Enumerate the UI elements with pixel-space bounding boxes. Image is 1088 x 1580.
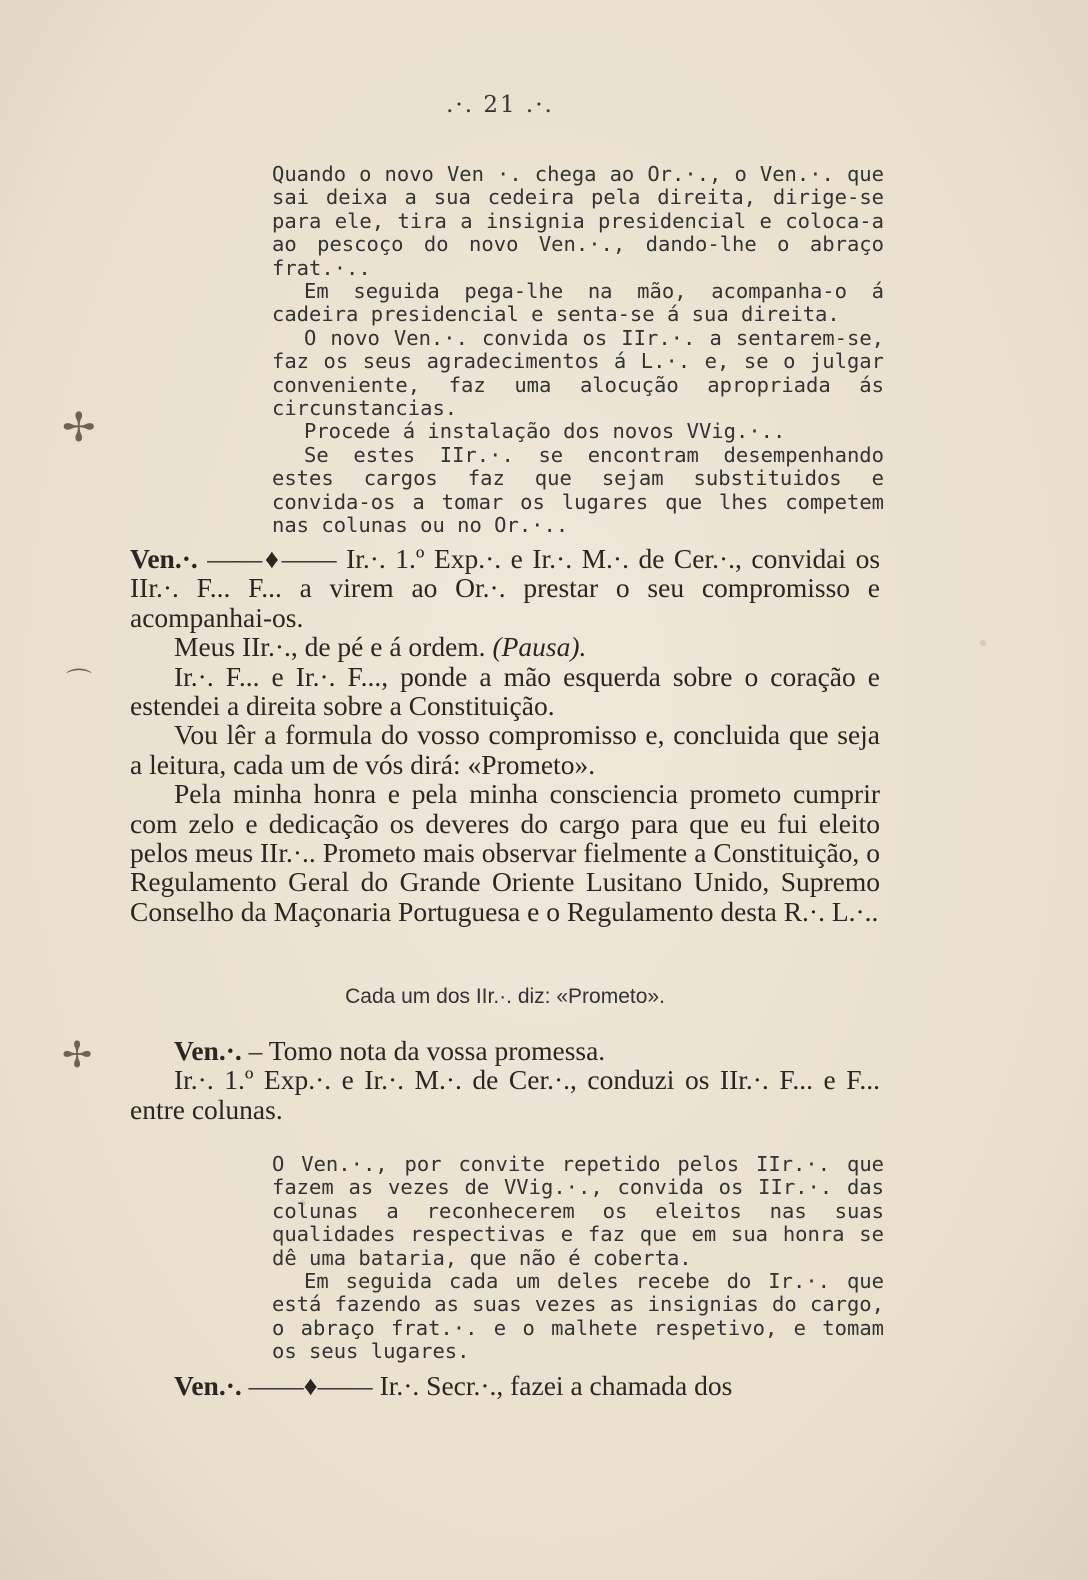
- speech-line: Vou lêr a formula do vosso compromisso e, concluida que seja a leitura, cada um de vós dirá: «Prometo».: [130, 719, 880, 780]
- speech-line: Ir.·. 1.º Exp.·. e Ir.·. M.·. de Cer.·., conduzi os IIr.·. F... e F... entre colunas.: [130, 1064, 880, 1125]
- paragraph: Procede á instalação dos novos VVig.·..: [304, 419, 786, 444]
- ornament-dash: ——♦——: [248, 1370, 373, 1401]
- speech-block-1: [130, 544, 880, 926]
- speaker-label: Ven.·.: [174, 1035, 242, 1066]
- margin-pencil-mark-1: ✢: [62, 405, 96, 451]
- pause-note: (Pausa).: [492, 631, 587, 663]
- speech-block-2: [130, 1036, 880, 1124]
- stage-direction-1: [272, 163, 884, 538]
- speech-line: [130, 1036, 880, 1065]
- speech-line: [130, 1371, 880, 1400]
- margin-pencil-mark-2: ⌒: [66, 668, 93, 698]
- ornament-dash: ——♦——: [207, 543, 337, 574]
- speech-text: Ir.·. Secr.·., fazei a chamada dos: [379, 1370, 733, 1401]
- paragraph: Se estes IIr.·. se encontram desempenhando estes cargos faz que sejam substituidos e convida-os a tomar os lugares que lhes competem nas colunas ou no Or.·..: [272, 442, 884, 538]
- speech-line: [130, 544, 880, 632]
- stage-direction-2: [272, 1153, 884, 1364]
- paragraph: O novo Ven.·. convida os IIr.·. a sentarem-se, faz os seus agradecimentos á L.·. e, se o julgar conveniente, faz uma alocução apropriada ás circunstancias.: [272, 325, 884, 421]
- speaker-label: Ven.·.: [174, 1370, 242, 1401]
- speaker-label: Ven.·.: [130, 543, 198, 574]
- speech-line: [130, 632, 880, 661]
- paragraph: Em seguida cada um deles recebe do Ir.·. que está fazendo as suas vezes as insignias do cargo, o abraço frat.·. e o malhete respetivo, e tomam os seus lugares.: [272, 1269, 884, 1364]
- speech-line: Pela minha honra e pela minha consciencia prometo cumprir com zelo e dedicação os deveres do cargo para que eu fui eleito pelos meus IIr.·.. Prometo mais observar fielmente a Constituição, o Regulamento Geral do Grande Oriente Lusitano Unido, Supremo Conselho da Maçonaria Portuguesa e o Regulamento desta R.·. L.·..: [130, 778, 880, 927]
- paper-stain: [980, 640, 986, 646]
- speech-text: Meus IIr.·., de pé e á ordem.: [174, 631, 493, 663]
- margin-pencil-mark-3: ✢: [62, 1035, 93, 1076]
- centered-stage-note: Cada um dos IIr.·. diz: «Prometo».: [345, 985, 665, 1008]
- speech-line: Ir.·. F... e Ir.·. F..., ponde a mão esquerda sobre o coração e estendei a direita sobre a Constituição.: [130, 660, 880, 722]
- paragraph: Quando o novo Ven ·. chega ao Or.·., o Ven.·. que sai deixa a sua cedeira pela direita, dirige-se para ele, tira a insignia presidencial e coloca-a ao pescoço do novo Ven.·., dando-lhe o abraço frat.·..: [272, 162, 884, 280]
- speech-text: – Tomo nota da vossa promessa.: [248, 1035, 606, 1066]
- speech-text: Ir.·. 1.º Exp.·. e Ir.·. M.·. de Cer.·., convidai os IIr.·. F... F... a virem ao Or.·. prestar o seu compromisso e acompanhai-os.: [130, 543, 881, 633]
- page-number: .·. 21 .·.: [446, 92, 554, 118]
- paragraph: O Ven.·., por convite repetido pelos IIr.·. que fazem as vezes de VVig.·., convida os IIr.·. das colunas a reconhecerem os eleitos nas suas qualidades respectivas e faz que em sua honra se dê uma bataria, que não é coberta.: [272, 1152, 884, 1270]
- paragraph: Em seguida pega-lhe na mão, acompanha-o á cadeira presidencial e senta-se á sua direita.: [272, 279, 884, 327]
- speech-block-3: [130, 1371, 880, 1400]
